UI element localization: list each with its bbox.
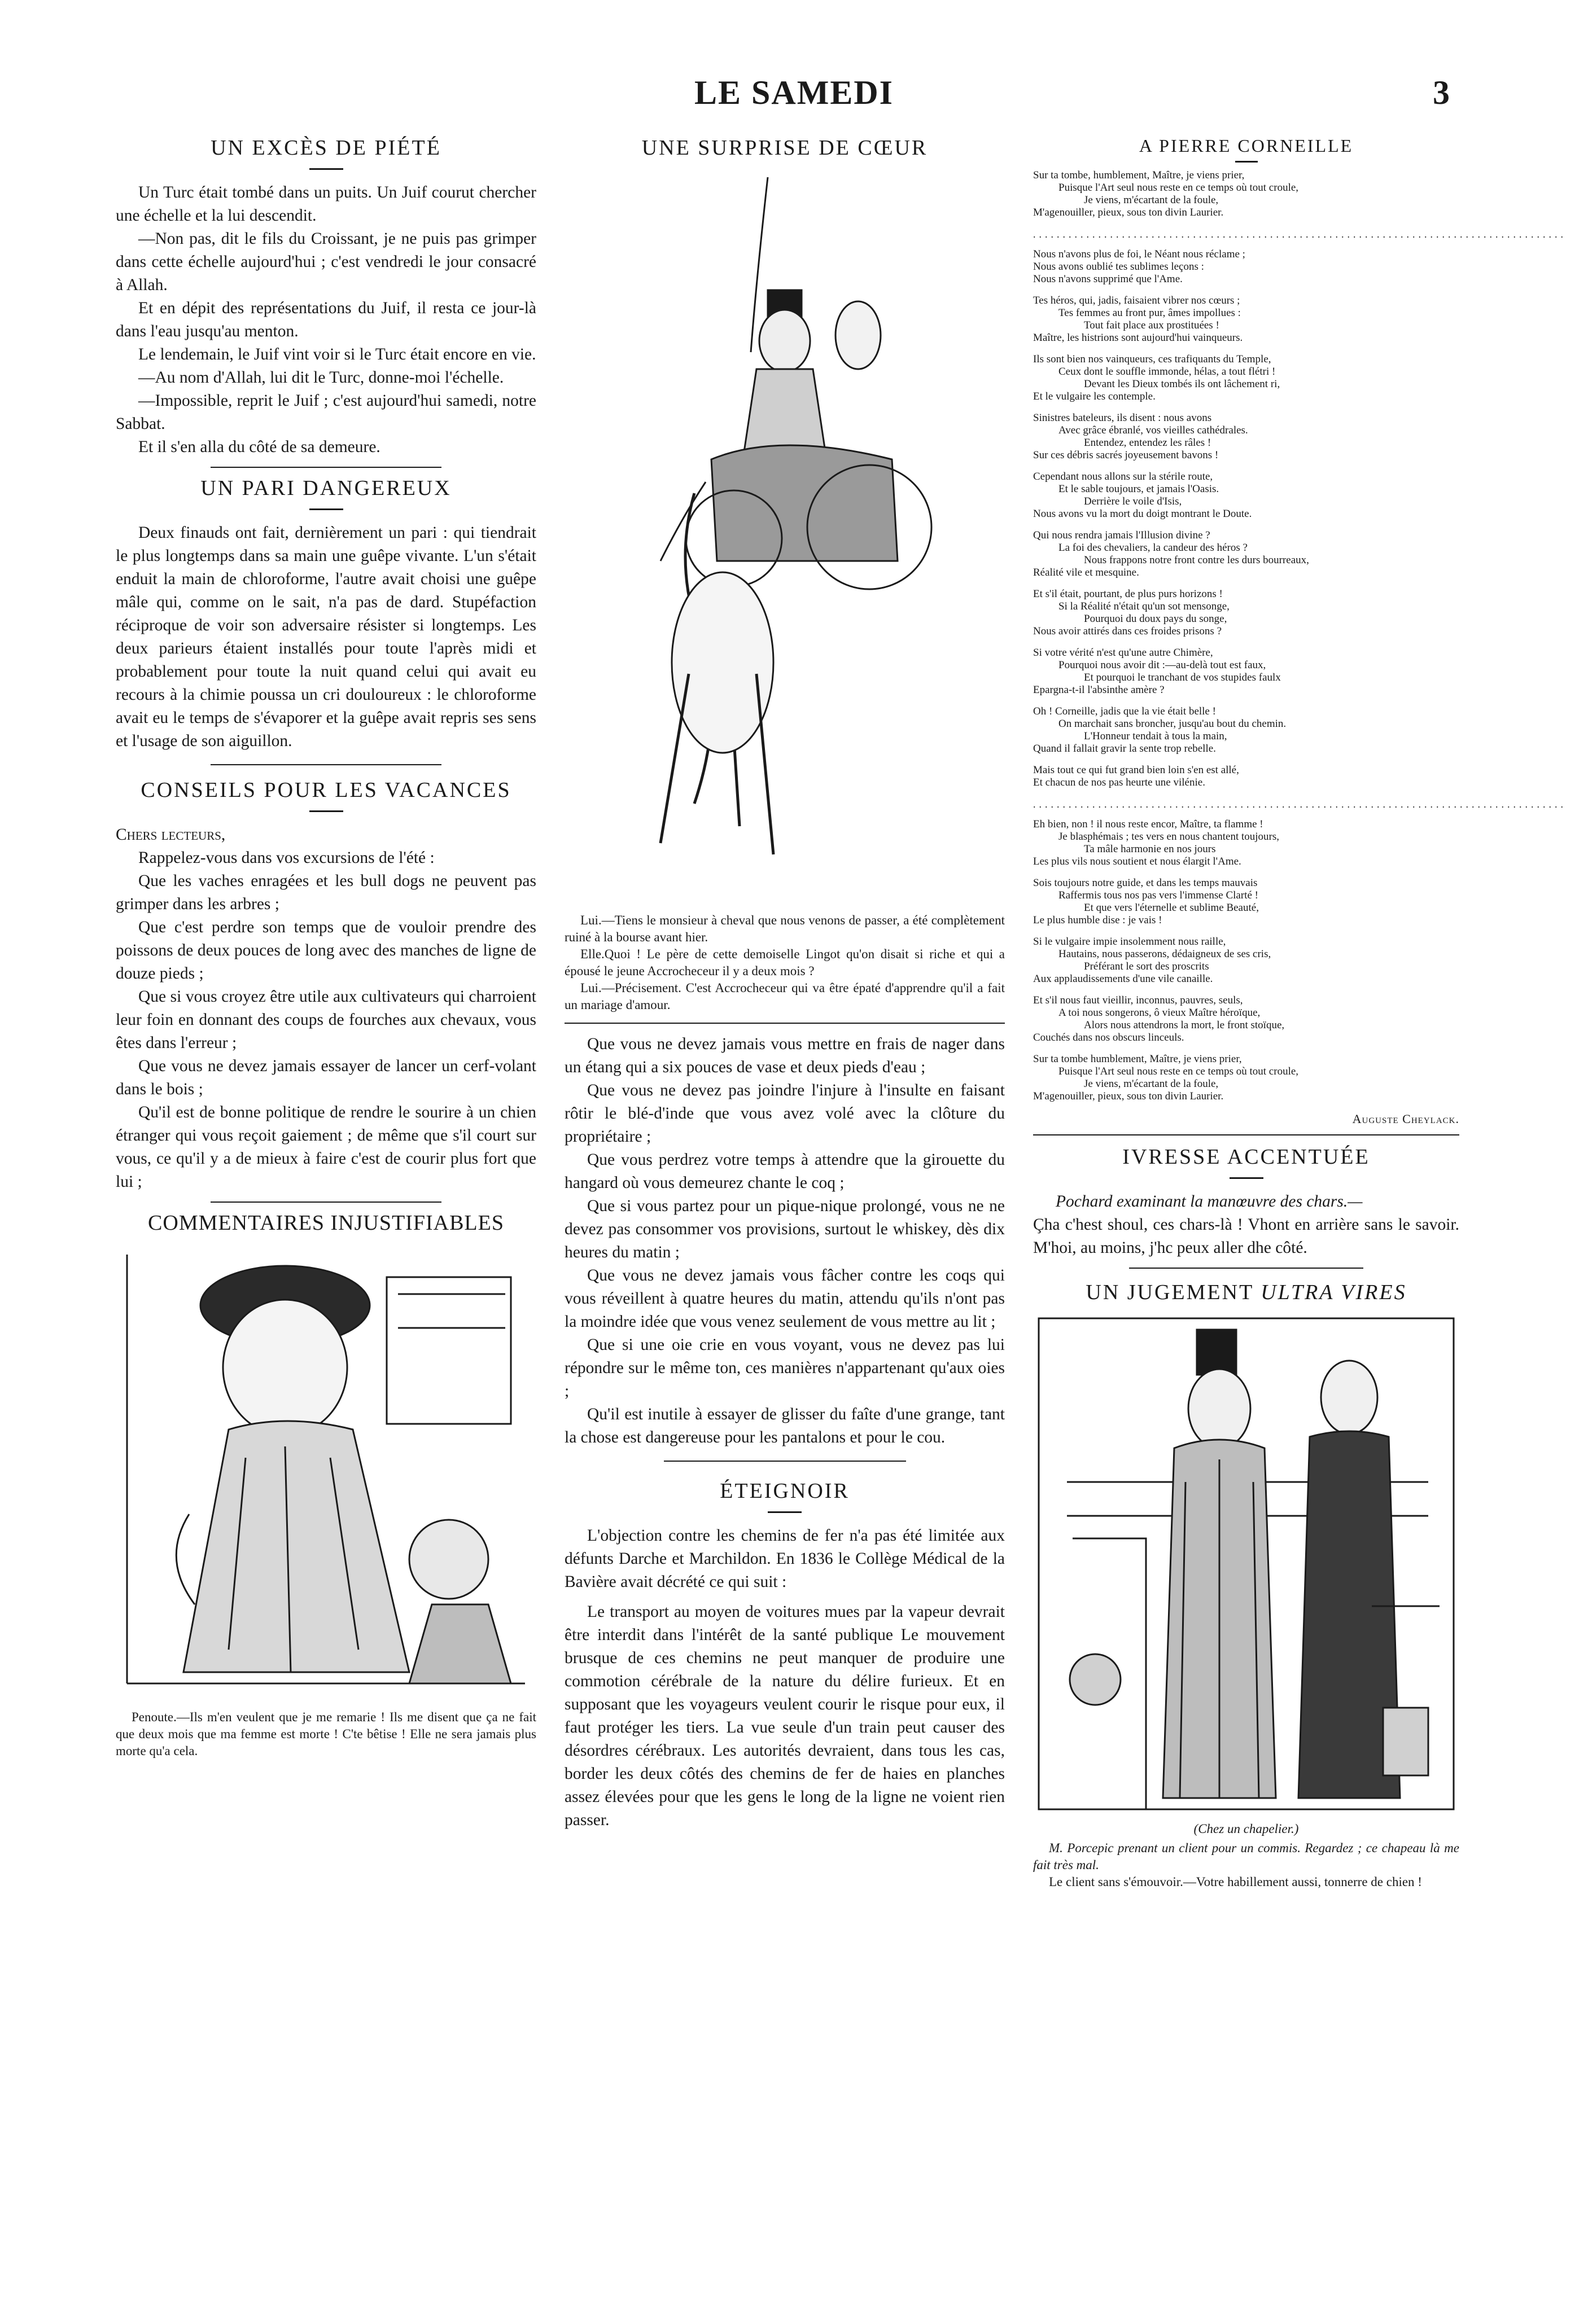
- poem-line: Ceux dont le souffle immonde, hélas, a tout flétri !: [1058, 366, 1276, 378]
- poem-line: Nous n'avons supprimé que l'Ame.: [1033, 273, 1183, 285]
- poem-line: Sur ces débris sacrés joyeusement bavons !: [1033, 449, 1219, 461]
- article-title-eteignoir: ÉTEIGNOIR: [720, 1479, 850, 1503]
- poem-line: Alors nous attendrons la mort, le front stoïque,: [1084, 1019, 1285, 1031]
- poem-line: M'agenouiller, pieux, sous ton divin Laurier.: [1033, 1090, 1224, 1102]
- poem-line: Pourquoi du doux pays du songe,: [1084, 613, 1227, 625]
- poem-line: Sinistres bateleurs, ils disent : nous avons: [1033, 412, 1212, 424]
- poem-line: Les plus vils nous soutient et nous élargit l'Ame.: [1033, 856, 1241, 867]
- article-title-exces: UN EXCÈS DE PIÉTÉ: [211, 136, 441, 160]
- paragraph: Qu'il est inutile à essayer de glisser du faîte d'une grange, tant la chose est dangereuse pour les pantalons et pour le cou.: [565, 1405, 1005, 1446]
- poem-line: M'agenouiller, pieux, sous ton divin Laurier.: [1033, 207, 1224, 218]
- poem-line: Si votre vérité n'est qu'une autre Chimère,: [1033, 647, 1213, 659]
- paragraph: Qu'il est de bonne politique de rendre le sourire à un chien étranger qui vous reçoit gaiement ; de même que s'il court sur vous, ce qu'il y a de mieux à faire c'est de courir plus fort que lui ;: [116, 1103, 536, 1191]
- poem-line: Je viens, m'écartant de la foule,: [1084, 194, 1219, 206]
- poem-line: Puisque l'Art seul nous reste en ce temps où tout croule,: [1058, 182, 1299, 194]
- poem-stanza: [1033, 818, 1459, 868]
- caption-text: Penoute.—Ils m'en veulent que je me remarie ! Ils me disent que ça ne fait que deux mois que ma femme est morte ! C'te bêtise ! Elle ne sera jamais plus morte qu'a cela.: [116, 1710, 536, 1758]
- paragraph: Et il s'en alla du côté de sa demeure.: [138, 438, 380, 456]
- section-separator: [1129, 1268, 1363, 1269]
- poem-line: Nous n'avons plus de foi, le Néant nous réclame ;: [1033, 248, 1245, 260]
- title-rule: [1230, 1177, 1263, 1179]
- masthead: [0, 73, 1588, 119]
- penoute-engraving: [116, 1243, 536, 1703]
- paragraph: Que vous ne devez jamais essayer de lancer un cerf-volant dans le bois ;: [116, 1057, 536, 1098]
- poem-line: Ta mâle harmonie en nos jours: [1084, 843, 1216, 855]
- poem-line: Et que vers l'éternelle et sublime Beauté,: [1084, 902, 1259, 914]
- poem-line: Tout fait place aux prostituées !: [1084, 319, 1219, 331]
- poem-line: Hautains, nous passerons, dédaigneux de ses cris,: [1058, 948, 1271, 960]
- poem-stanza: [1033, 529, 1459, 579]
- caption-commentaires: [116, 1709, 536, 1760]
- poem-title: A PIERRE CORNEILLE: [1139, 135, 1354, 156]
- caption-line: Elle.Quoi ! Le père de cette demoiselle Lingot qu'on disait si riche et qui a épousé le jeune Accrocheceur il y a deux mois ?: [565, 947, 1005, 978]
- column-left: [116, 135, 536, 1760]
- poem-line: Pourquoi nous avoir dit :—au-delà tout est faux,: [1058, 659, 1266, 671]
- poem-line: Avec grâce ébranlé, vos vieilles cathédrales.: [1058, 424, 1248, 436]
- poem-stanza: [1033, 936, 1459, 985]
- poem-line: Sur ta tombe humblement, Maître, je viens prier,: [1033, 1053, 1242, 1065]
- carriage-engraving: [627, 166, 943, 905]
- poem-line: Couchés dans nos obscurs linceuls.: [1033, 1032, 1184, 1043]
- poem-line: Si la Réalité n'était qu'un sot mensonge,: [1058, 600, 1230, 612]
- poem-line: Aux applaudissements d'une vile canaille.: [1033, 973, 1213, 985]
- poem-stanza: [1033, 994, 1459, 1044]
- caption-line: Lui.—Précisement. C'est Accrocheceur qui va être épaté d'apprendre qu'il a fait un mariage d'amour.: [565, 981, 1005, 1012]
- title-italic: ULTRA VIRES: [1261, 1281, 1407, 1304]
- poem-line: Sois toujours notre guide, et dans les temps mauvais: [1033, 877, 1258, 889]
- salutation: Chers lecteurs,: [116, 826, 226, 844]
- poem-line: L'Honneur tendait à tous la main,: [1084, 730, 1227, 742]
- article-title-jugement: [1033, 1280, 1459, 1305]
- poem-line: Préférant le sort des proscrits: [1084, 961, 1209, 972]
- paragraph: —Au nom d'Allah, lui dit le Turc, donne-moi l'échelle.: [138, 369, 504, 387]
- article-title-pari: UN PARI DANGEREUX: [200, 476, 452, 500]
- poem-line: Et s'il nous faut vieillir, inconnus, pauvres, seuls,: [1033, 994, 1243, 1006]
- paragraph: Que si vous croyez être utile aux cultivateurs qui charroient leur foin en donnant des coups de fourches aux chevaux, vous êtes dans l'erreur ;: [116, 988, 536, 1052]
- paragraph: Que vous ne devez jamais vous mettre en frais de nager dans un étang qui a six pouces de vase et deux pieds d'eau ;: [565, 1035, 1005, 1076]
- paragraph: Deux finauds ont fait, dernièrement un pari : qui tiendrait le plus longtemps dans sa main une guêpe vivante. L'un s'était enduit la main de chloroforme, l'autre avait choisi une guêpe mâle qui, comme on le sait, n'a pas de dard. Stupéfaction réciproque de voir son adversaire résister si longtemps. Les deux parieurs étaient installés pour toute l'après midi et probablement pour toute la nuit quand celui qui avait eu recours à la chimie poussa un cri douloureux : le chloroforme avait eu le temps de s'évaporer et la guêpe avait repris ses sens et l'usage de son aiguillon.: [116, 524, 536, 750]
- illustration-penoute: [116, 1243, 536, 1703]
- paragraph: Que c'est perdre son temps que de vouloir prendre des poissons de deux pouces de long avec des manches de ligne de douze pieds ;: [116, 918, 536, 983]
- poem-line: Puisque l'Art seul nous reste en ce temps où tout croule,: [1058, 1065, 1299, 1077]
- conseils-continued: [565, 1033, 1005, 1449]
- poem-line: Et chacun de nos pas heurte une vilénie.: [1033, 777, 1205, 788]
- article-title-ivresse: IVRESSE ACCENTUÉE: [1122, 1145, 1370, 1169]
- title-plain: UN JUGEMENT: [1086, 1281, 1254, 1304]
- poem-line: Maître, les histrions sont aujourd'hui vainqueurs.: [1033, 332, 1243, 344]
- poem-line: Nous avons oublié tes sublimes leçons :: [1033, 261, 1204, 273]
- illustration-carriage: [627, 166, 943, 905]
- poem-line: Le plus humble dise : je vais !: [1033, 914, 1162, 926]
- poem-stanza: [1033, 877, 1459, 927]
- page-number: 3: [1433, 74, 1450, 111]
- poem-line: Sur ta tombe, humblement, Maître, je viens prier,: [1033, 169, 1245, 181]
- paragraph: Rappelez-vous dans vos excursions de l'été :: [138, 849, 435, 867]
- poem-line: Quand il fallait gravir la sente trop rebelle.: [1033, 743, 1216, 755]
- hatshop-engraving: [1033, 1313, 1459, 1815]
- poem-stanza: [1033, 1053, 1459, 1103]
- paragraph: Un Turc était tombé dans un puits. Un Juif courut chercher une échelle et la lui descendit.: [116, 183, 536, 225]
- poem-line: A toi nous songerons, ô vieux Maître héroïque,: [1058, 1007, 1261, 1019]
- paragraph: —Non pas, dit le fils du Croissant, je ne puis pas grimper dans cette échelle aujourd'hui ; c'est vendredi le jour consacré à Allah.: [116, 230, 536, 294]
- newspaper-title: LE SAMEDI: [694, 74, 894, 111]
- paragraph: Le transport au moyen de voitures mues par la vapeur devrait être interdit dans l'intérêt de la santé publique Le mouvement brusque de ces chemins ne peut manquer de produire une commotion cérébrale de la nature du délire furieux. Et en supposant que les voyageurs veulent courir le risque pour eux, il faut protéger les tiers. La vue seule d'un train peut causer des désordres cérébraux. Les autorités devraient, dans tous les cas, border les deux côtés des chemins de fer de haies en planches assez élevées pour que les gens le long de la ligne ne voient rien passer.: [565, 1603, 1005, 1829]
- poem-line: Nous frappons notre front contre les durs bourreaux,: [1084, 554, 1309, 566]
- poem-line: Et pourquoi le tranchant de vos stupides faulx: [1084, 672, 1281, 683]
- section-separator: [211, 1202, 442, 1203]
- poem-stanza: [1033, 705, 1459, 755]
- poem-line: Et le sable toujours, et jamais l'Oasis.: [1058, 483, 1219, 495]
- shop-caption: (Chez un chapelier.): [1193, 1822, 1299, 1836]
- stanza-dots: ..........................................................................................: [1033, 799, 1567, 810]
- poem-line: Nous avons vu la mort du doigt montrant le Doute.: [1033, 508, 1252, 520]
- poem-line: Eh bien, non ! il nous reste encor, Maître, ta flamme !: [1033, 818, 1263, 830]
- poem-line: On marchait sans broncher, jusqu'au bout du chemin.: [1058, 718, 1287, 730]
- poem-stanza: [1033, 764, 1459, 789]
- title-rule: [309, 168, 343, 170]
- paragraph: Que si une oie crie en vous voyant, vous ne devez pas lui répondre sur le même ton, ces manières n'appartenant qu'aux oies ;: [565, 1336, 1005, 1400]
- poem-line: Et s'il était, pourtant, de plus purs horizons !: [1033, 588, 1223, 600]
- title-rule: [768, 1511, 802, 1513]
- poem-line: Entendez, entendez les râles !: [1084, 437, 1211, 449]
- poem-stanza: [1033, 295, 1459, 344]
- paragraph: Que les vaches enragées et les bull dogs ne peuvent pas grimper dans les arbres ;: [116, 872, 536, 913]
- title-rule: [1235, 161, 1258, 163]
- poem-line: Cependant nous allons sur la stérile route,: [1033, 471, 1213, 483]
- poem-line: Devant les Dieux tombés ils ont lâchement ri,: [1084, 378, 1280, 390]
- paragraph: Le lendemain, le Juif vint voir si le Turc était encore en vie.: [138, 345, 536, 363]
- ivresse-text: Çha c'hest shoul, ces chars-là ! Vhont en arrière sans le savoir. M'hoi, au moins, j'hc peux aller dhe côté.: [1033, 1216, 1459, 1257]
- caption-line: Lui.—Tiens le monsieur à cheval que nous venons de passer, a été complètement ruiné à la bourse avant hier.: [565, 913, 1005, 944]
- paragraph: Que vous perdrez votre temps à attendre que la girouette du hangard où vous demeurez chante le coq ;: [565, 1151, 1005, 1192]
- poem-corneille: [1033, 169, 1567, 1103]
- poem-line: Mais tout ce qui fut grand bien loin s'en est allé,: [1033, 764, 1239, 776]
- title-rule: [309, 810, 343, 812]
- caption-line: M. Porcepic prenant un client pour un commis. Regardez ; ce chapeau là me fait très mal.: [1033, 1841, 1459, 1872]
- column-right: [1033, 135, 1567, 1891]
- poem-stanza: [1033, 169, 1459, 219]
- poem-line: Ils sont bien nos vainqueurs, ces trafiquants du Temple,: [1033, 353, 1271, 365]
- article-body-exces: [116, 181, 536, 459]
- poem-line: Si le vulgaire impie insolemment nous raille,: [1033, 936, 1226, 948]
- poem-stanza: [1033, 353, 1459, 403]
- caption-jugement: [1033, 1822, 1459, 1891]
- section-separator: [664, 1461, 906, 1462]
- section-separator: [565, 1023, 1005, 1024]
- poem-line: Qui nous rendra jamais l'Illusion divine ?: [1033, 529, 1210, 541]
- poem-stanza: [1033, 588, 1459, 638]
- poem-line: Epargna-t-il l'absinthe amère ?: [1033, 684, 1165, 696]
- poem-stanza: [1033, 412, 1459, 462]
- poem-line: Tes héros, qui, jadis, faisaient vibrer nos cœurs ;: [1033, 295, 1240, 306]
- poem-line: Je viens, m'écartant de la foule,: [1084, 1078, 1219, 1090]
- caption-surprise: [565, 912, 1005, 1014]
- article-title-commentaires: COMMENTAIRES INJUSTIFIABLES: [148, 1211, 504, 1235]
- paragraph: Que si vous partez pour un pique-nique prolongé, vous ne ne devez pas consommer vos provisions, surtout le whiskey, dès dix heures du matin ;: [565, 1197, 1005, 1261]
- poem-line: Et le vulgaire les contemple.: [1033, 391, 1156, 402]
- section-separator: [211, 467, 442, 468]
- poem-stanza: [1033, 248, 1459, 286]
- paragraph: —Impossible, reprit le Juif ; c'est aujourd'hui samedi, notre Sabbat.: [116, 392, 536, 433]
- section-separator: [211, 764, 442, 765]
- poem-stanza: [1033, 647, 1459, 696]
- title-rule: [309, 508, 343, 510]
- column-middle: [565, 135, 1005, 1832]
- poem-line: Réalité vile et mesquine.: [1033, 567, 1139, 578]
- caption-line: Le client sans s'émouvoir.—Votre habillement aussi, tonnerre de chien !: [1049, 1875, 1422, 1889]
- poem-stanza: [1033, 471, 1459, 520]
- poem-signature: Auguste Cheylack.: [1352, 1112, 1459, 1126]
- poem-line: Je blasphémais ; tes vers en nous chantent toujours,: [1058, 831, 1280, 843]
- poem-line: Derrière le voile d'Isis,: [1084, 496, 1182, 507]
- poem-line: Tes femmes au front pur, âmes impollues :: [1058, 307, 1241, 319]
- poem-line: La foi des chevaliers, la candeur des héros ?: [1058, 542, 1248, 554]
- stanza-dots: ..........................................................................................: [1033, 229, 1567, 240]
- paragraph: Et en dépit des représentations du Juif, il resta ce jour-là dans l'eau jusqu'au menton.: [116, 299, 536, 340]
- paragraph: Que vous ne devez pas joindre l'injure à l'insulte en faisant rôtir le blé-d'inde que vous avez volé avec la clôture du propriétaire ;: [565, 1081, 1005, 1146]
- ivresse-lead: Pochard examinant la manœuvre des chars.—: [1056, 1192, 1363, 1211]
- paragraph: L'objection contre les chemins de fer n'a pas été limitée aux défunts Darche et Marchildon. En 1836 le Collège Médical de la Bavière avait décrété ce qui suit :: [565, 1527, 1005, 1591]
- paragraph: Que vous ne devez jamais vous fâcher contre les coqs qui vous réveillent à quatre heures du matin, attendu qu'ils n'ont pas la moindre idée que vous venez seulement de vous mettre au lit ;: [565, 1266, 1005, 1331]
- illustration-hat-shop: [1033, 1313, 1459, 1815]
- poem-line: Oh ! Corneille, jadis que la vie était belle !: [1033, 705, 1216, 717]
- section-separator: [1033, 1134, 1459, 1135]
- poem-line: Raffermis tous nos pas vers l'immense Clarté !: [1058, 889, 1258, 901]
- article-title-conseils: CONSEILS POUR LES VACANCES: [141, 778, 511, 802]
- article-title-surprise: UNE SURPRISE DE CŒUR: [641, 136, 928, 160]
- poem-line: Nous avoir attirés dans ces froides prisons ?: [1033, 625, 1222, 637]
